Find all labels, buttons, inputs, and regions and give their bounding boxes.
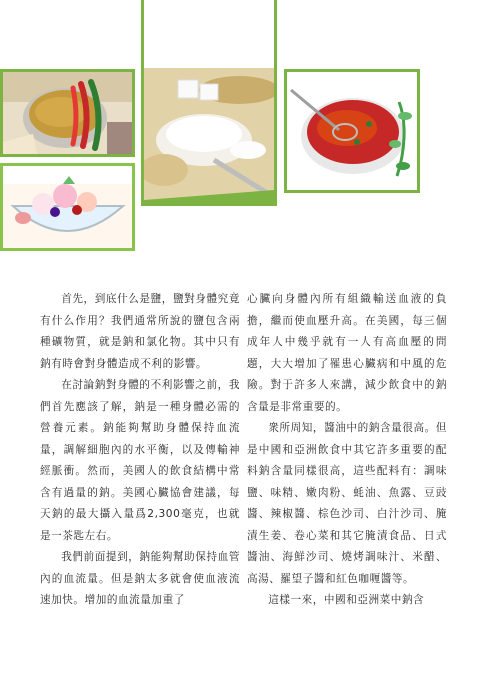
spice-bowl-photo [0,69,135,157]
dessert-photo [0,163,135,251]
paragraph: 我們前面提到，鈉能夠幫助保持血管內的血流量。但是鈉太多就會使血液流速加快。增加的血流量加重了 [40,551,240,606]
paragraph: 衆所周知，醬油中的鈉含量很高。但是中國和亞洲飲食中其它許多重要的配料鈉含量同樣很高，這些配料有：調味鹽、味精、嫩肉粉、蚝油、魚露、豆豉醬、辣椒醬、棕色沙司、白汁沙司、腌漬生姜、卷心菜和其它腌漬食品、日式醬油、海鮮沙司、燒烤調味汁、米醋、高湯、羅望子醬和紅色咖喱醬等。 [247,422,447,585]
right-text-column [247,289,447,612]
left-text-column [40,289,240,612]
paragraph: 首先，到底什么是鹽，鹽對身體究竟有什么作用？我們通常所說的鹽包含兩種礦物質，就是鈉和氯化物。其中只有鈉有時會對身體造成不利的影響。 [40,293,240,370]
paragraph: 這樣一來，中國和亞洲菜中鈉含 [268,594,425,606]
paragraph: 在討論鈉對身體的不利影響之前，我們首先應該了解，鈉是一種身體必需的營養元素。鈉能夠幫助身體保持血流量，調解細胞內的水平衡，以及傳輸神經脈衝。然而，美國人的飲食結構中常含有過量的鈉。美國心臟協會建議，每天鈉的最大攝入量爲2,300毫克，也就是一茶匙左右。 [40,379,240,542]
salt-photo [141,0,277,206]
paragraph: 心臟向身體內所有組織輸送血液的負擔，繼而使血壓升高。在美國，每三個成年人中幾乎就有一人有高血壓的問題，大大增加了罹患心臟病和中風的危險。對于許多人來講，減少飲食中的鈉含量是非常重要的。 [247,293,447,413]
sauce-photo [284,69,420,193]
